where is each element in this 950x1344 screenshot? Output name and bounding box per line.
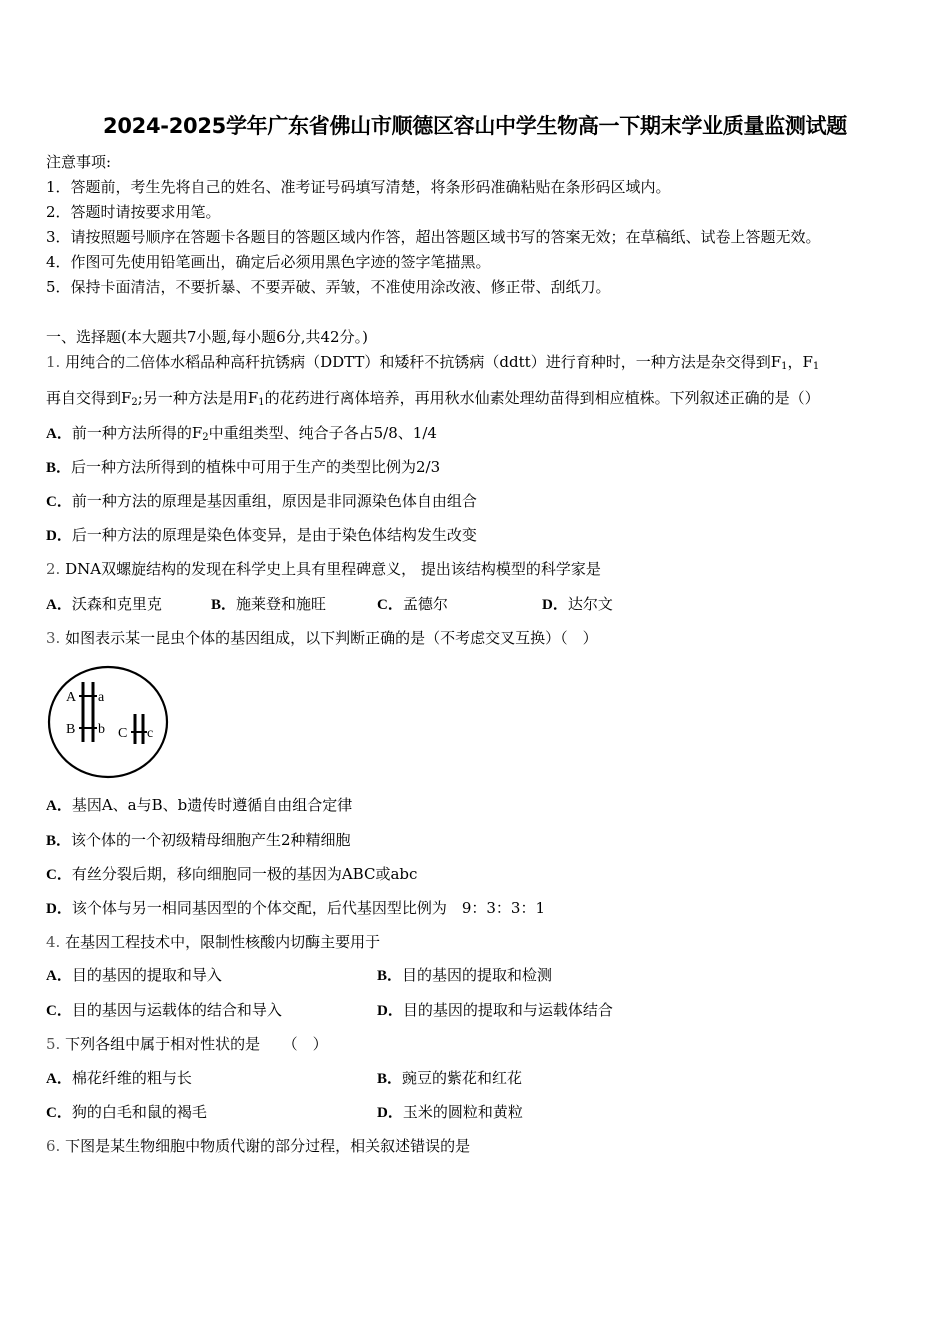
gene-label-c: c — [147, 726, 154, 741]
question-1-option-d[interactable]: D．后一种方法的原理是染色体变异，是由于染色体结构发生改变 — [46, 526, 477, 544]
question-5-option-b[interactable]: B．豌豆的紫花和红花 — [377, 1069, 523, 1087]
notice-item-5: 5．保持卡面清洁，不要折暴、不要弄破、弄皱，不准使用涂改液、修正带、刮纸刀。 — [46, 278, 611, 296]
gene-label-C: C — [118, 726, 128, 741]
question-4-option-a[interactable]: A．目的基因的提取和导入 — [46, 966, 222, 984]
question-3-option-c[interactable]: C．有丝分裂后期，移向细胞同一极的基因为ABC或abc — [46, 865, 418, 883]
question-3-option-d[interactable]: D．该个体与另一相同基因型的个体交配，后代基因型比例为 9：3：3：1 — [46, 899, 546, 917]
question-6-stem: 6. 下图是某生物细胞中物质代谢的部分过程，相关叙述错误的是 — [46, 1137, 471, 1155]
question-1-stem-line2: 再自交得到$F_2$;另一种方法是用$F_1$的花药进行离体培养，再用秋水仙素处理幼苗得到相应植株。下列叙述正确的是（） — [46, 389, 820, 408]
question-2-option-b[interactable]: B．施莱登和施旺 — [211, 595, 327, 613]
question-5-option-d[interactable]: D．玉米的圆粒和黄粒 — [377, 1103, 523, 1121]
page-title: 2024-2025学年广东省佛山市顺德区容山中学生物高一下期末学业质量监测试题 — [103, 114, 847, 138]
question-4-stem: 4. 在基因工程技术中，限制性核酸内切酶主要用于 — [46, 933, 381, 951]
notice-heading: 注意事项: — [46, 153, 112, 171]
question-5-stem: 5. 下列各组中属于相对性状的是 （ ） — [46, 1035, 328, 1053]
notice-item-4: 4．作图可先使用铅笔画出，确定后必须用黑色字迹的签字笔描黑。 — [46, 253, 491, 271]
question-4-option-b[interactable]: B．目的基因的提取和检测 — [377, 966, 553, 984]
question-1-stem-line1: 1. 用纯合的二倍体水稻品种高秆抗锈病（DDTT）和矮秆不抗锈病（ddtt）进行育种时，一种方法是杂交得到$F_1$，$F_1$ — [46, 353, 820, 372]
question-2-option-c[interactable]: C．孟德尔 — [377, 595, 448, 613]
gene-label-a: a — [98, 690, 105, 705]
gene-label-B: B — [66, 722, 76, 737]
question-1-option-a[interactable]: A．前一种方法所得的$F_2$中重组类型、纯合子各占5/8、1/4 — [46, 424, 437, 443]
question-4-option-c[interactable]: C．目的基因与运载体的结合和导入 — [46, 1001, 282, 1019]
gene-cell-diagram — [46, 662, 170, 780]
gene-label-b: b — [98, 722, 105, 737]
question-1-option-b[interactable]: B．后一种方法所得到的植株中可用于生产的类型比例为2/3 — [46, 458, 441, 476]
notice-item-3: 3．请按照题号顺序在答题卡各题目的答题区域内作答，超出答题区域书写的答案无效；在草稿纸、试卷上答题无效。 — [46, 228, 821, 246]
question-3-stem: 3. 如图表示某一昆虫个体的基因组成，以下判断正确的是（不考虑交叉互换）（ ） — [46, 629, 598, 647]
question-number: 1. — [46, 353, 61, 371]
question-3-option-a[interactable]: A．基因A、a与B、b遗传时遵循自由组合定律 — [46, 796, 353, 814]
section-heading: 一、选择题(本大题共7小题,每小题6分,共42分。) — [46, 328, 368, 346]
question-2-stem: 2. DNA双螺旋结构的发现在科学史上具有里程碑意义， 提出该结构模型的科学家是 — [46, 560, 601, 578]
question-3-option-b[interactable]: B．该个体的一个初级精母细胞产生2种精细胞 — [46, 831, 351, 849]
question-5-option-a[interactable]: A．棉花纤维的粗与长 — [46, 1069, 192, 1087]
notice-item-2: 2．答题时请按要求用笔。 — [46, 203, 221, 221]
question-5-option-c[interactable]: C．狗的白毛和鼠的褐毛 — [46, 1103, 207, 1121]
question-4-option-d[interactable]: D．目的基因的提取和与运载体结合 — [377, 1001, 613, 1019]
question-2-option-a[interactable]: A．沃森和克里克 — [46, 595, 162, 613]
question-2-option-d[interactable]: D．达尔文 — [542, 595, 613, 613]
question-1-option-c[interactable]: C．前一种方法的原理是基因重组，原因是非同源染色体自由组合 — [46, 492, 477, 510]
gene-label-A: A — [66, 690, 77, 705]
notice-item-1: 1．答题前，考生先将自己的姓名、准考证号码填写清楚，将条形码准确粘贴在条形码区域内。 — [46, 178, 671, 196]
